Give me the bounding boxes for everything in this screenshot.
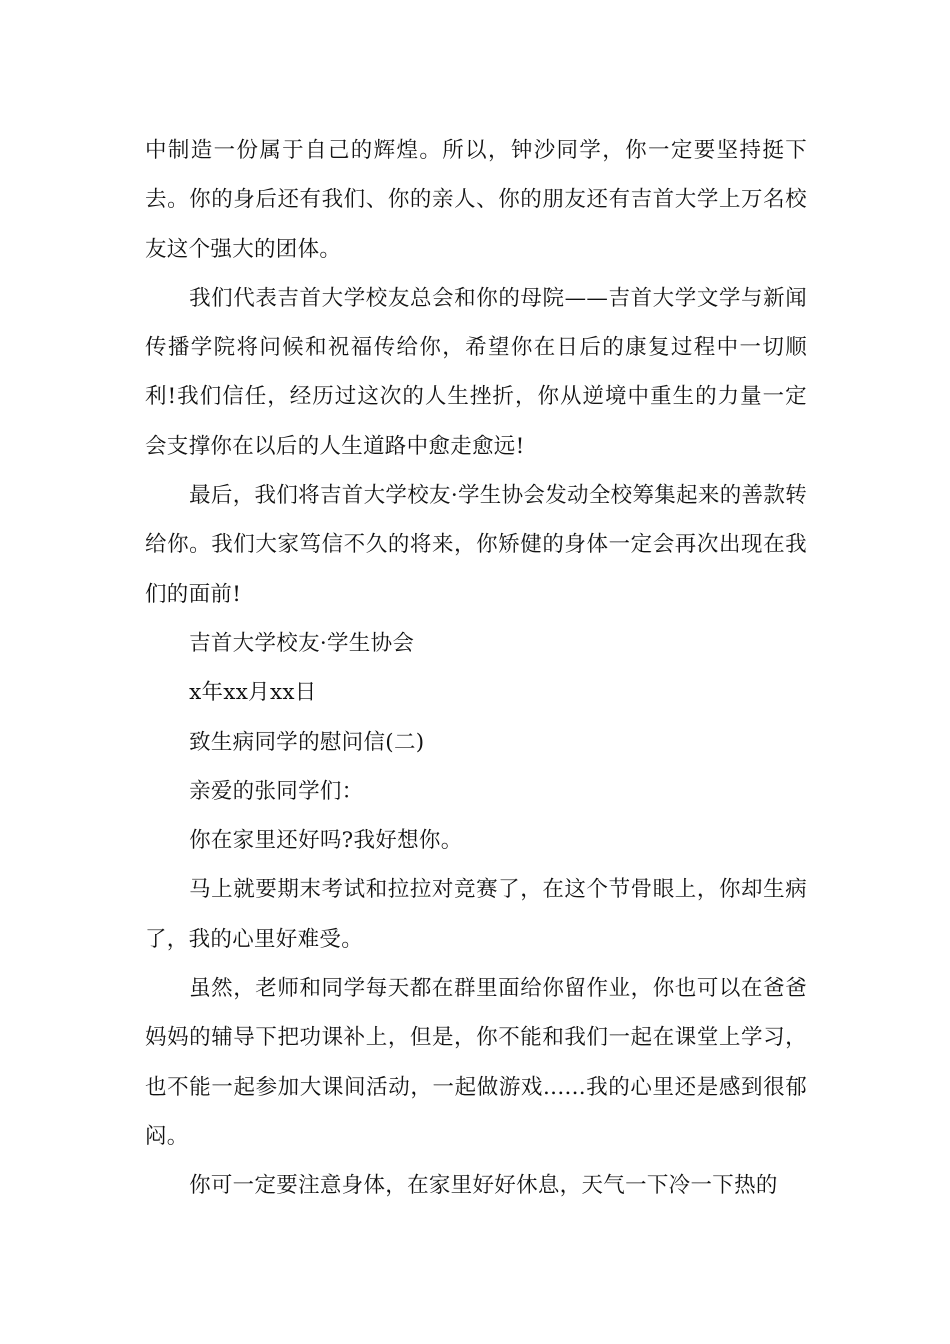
paragraph-1: 中制造一份属于自己的辉煌。所以，钟沙同学，你一定要坚持挺下去。你的身后还有我们、你的亲人、你的朋友还有吉首大学上万名校友这个强大的团体。 [145, 138, 807, 262]
paragraph-exam: 马上就要期末考试和拉拉对竞赛了，在这个节骨眼上，你却生病了，我的心里好难受。 [145, 877, 807, 952]
letter-two-title: 致生病同学的慰问信(二) [189, 729, 425, 755]
paragraph-greeting: 你在家里还好吗?我好想你。 [189, 828, 463, 854]
paragraph-3: 最后，我们将吉首大学校友·学生协会发动全校筹集起来的善款转给你。我们大家笃信不久的将来，你矫健的身体一定会再次出现在我们的面前! [145, 483, 807, 607]
paragraph-health: 你可一定要注意身体，在家里好好休息，天气一下冷一下热的 [189, 1173, 778, 1199]
letter-body [145, 126, 807, 1211]
letter-two-salutation: 亲爱的张同学们： [189, 778, 364, 804]
paragraph-homework: 虽然，老师和同学每天都在群里面给你留作业，你也可以在爸爸妈妈的辅导下把功课补上，但是，你不能和我们一起在课堂上学习，也不能一起参加大课间活动，一起做游戏......我的心里还是感到很郁闷。 [145, 976, 807, 1149]
signature-date: x年xx月xx日 [189, 680, 317, 706]
paragraph-2: 我们代表吉首大学校友总会和你的母院——吉首大学文学与新闻传播学院将问候和祝福传给你，希望你在日后的康复过程中一切顺利!我们信任，经历过这次的人生挫折，你从逆境中重生的力量一定会支撑你在以后的人生道路中愈走愈远! [145, 285, 807, 459]
signature-organization: 吉首大学校友·学生协会 [189, 630, 415, 656]
